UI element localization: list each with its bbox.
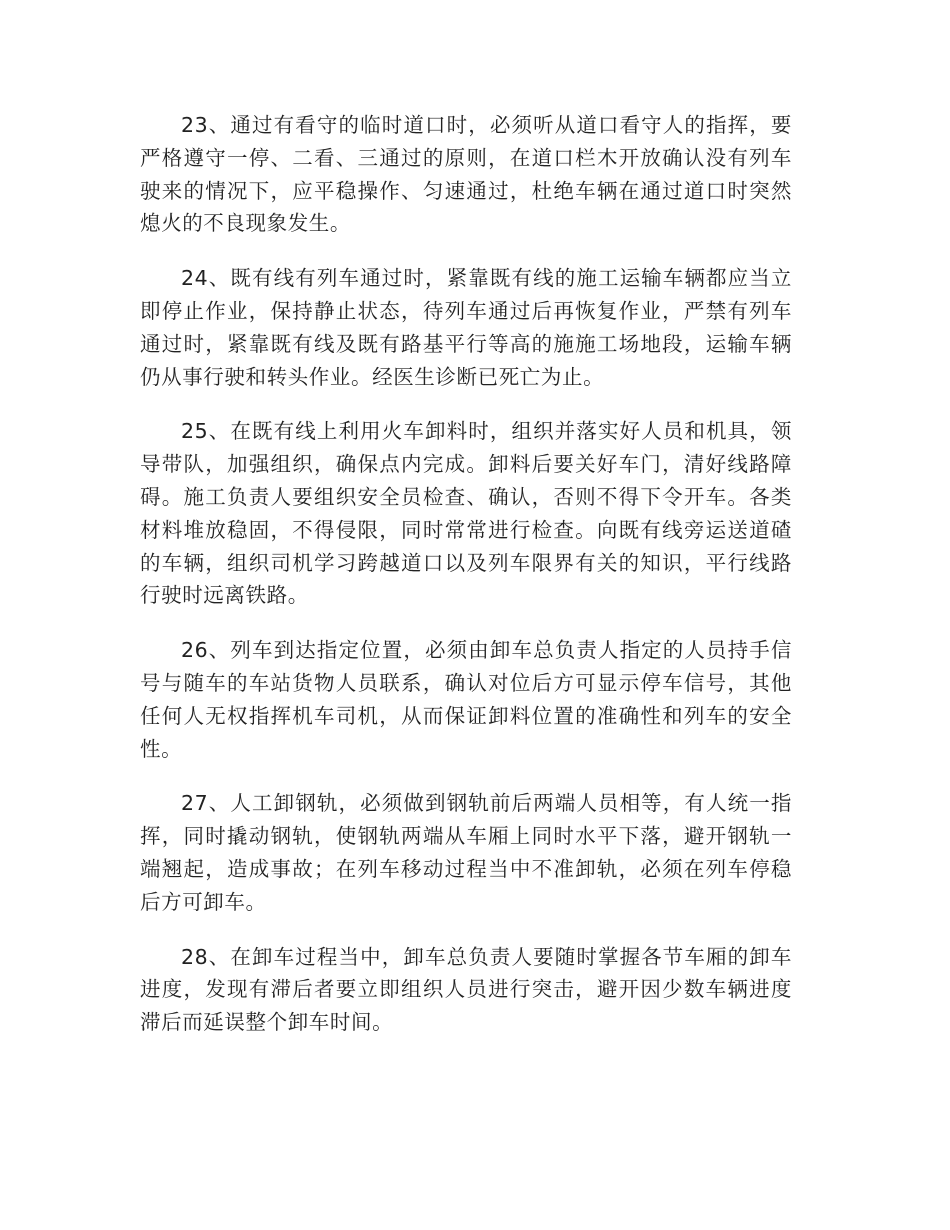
paragraph-28: 28、在卸车过程当中，卸车总负责人要随时掌握各节车厢的卸车进度，发现有滞后者要立即组织人员进行突击，避开因少数车辆进度滞后而延误整个卸车时间。 [140, 944, 792, 1035]
paragraph-27: 27、人工卸钢轨，必须做到钢轨前后两端人员相等，有人统一指挥，同时撬动钢轨，使钢轨两端从车厢上同时水平下落，避开钢轨一端翘起，造成事故；在列车移动过程当中不准卸轨，必须在列车停稳后方可卸车。 [140, 791, 792, 914]
paragraph-23: 23、通过有看守的临时道口时，必须听从道口看守人的指挥，要严格遵守一停、二看、三通过的原则，在道口栏木开放确认没有列车驶来的情况下，应平稳操作、匀速通过，杜绝车辆在通过道口时突然熄火的不良现象发生。 [140, 113, 792, 236]
paragraph-26: 26、列车到达指定位置，必须由卸车总负责人指定的人员持手信号与随车的车站货物人员联系，确认对位后方可显示停车信号，其他任何人无权指挥机车司机，从而保证卸料位置的准确性和列车的安全性。 [140, 638, 792, 761]
paragraph-25: 25、在既有线上利用火车卸料时，组织并落实好人员和机具，领导带队，加强组织，确保点内完成。卸料后要关好车门，清好线路障碍。施工负责人要组织安全员检查、确认，否则不得下令开车。各类材料堆放稳固，不得侵限，同时常常进行检查。向既有线旁运送道碴的车辆，组织司机学习跨越道口以及列车限界有关的知识，平行线路行驶时远离铁路。 [140, 419, 792, 608]
document-body [140, 109, 792, 1061]
paragraph-24: 24、既有线有列车通过时，紧靠既有线的施工运输车辆都应当立即停止作业，保持静止状态，待列车通过后再恢复作业，严禁有列车通过时，紧靠既有线及既有路基平行等高的施施工场地段，运输车辆仍从事行驶和转头作业。经医生诊断已死亡为止。 [140, 266, 792, 389]
